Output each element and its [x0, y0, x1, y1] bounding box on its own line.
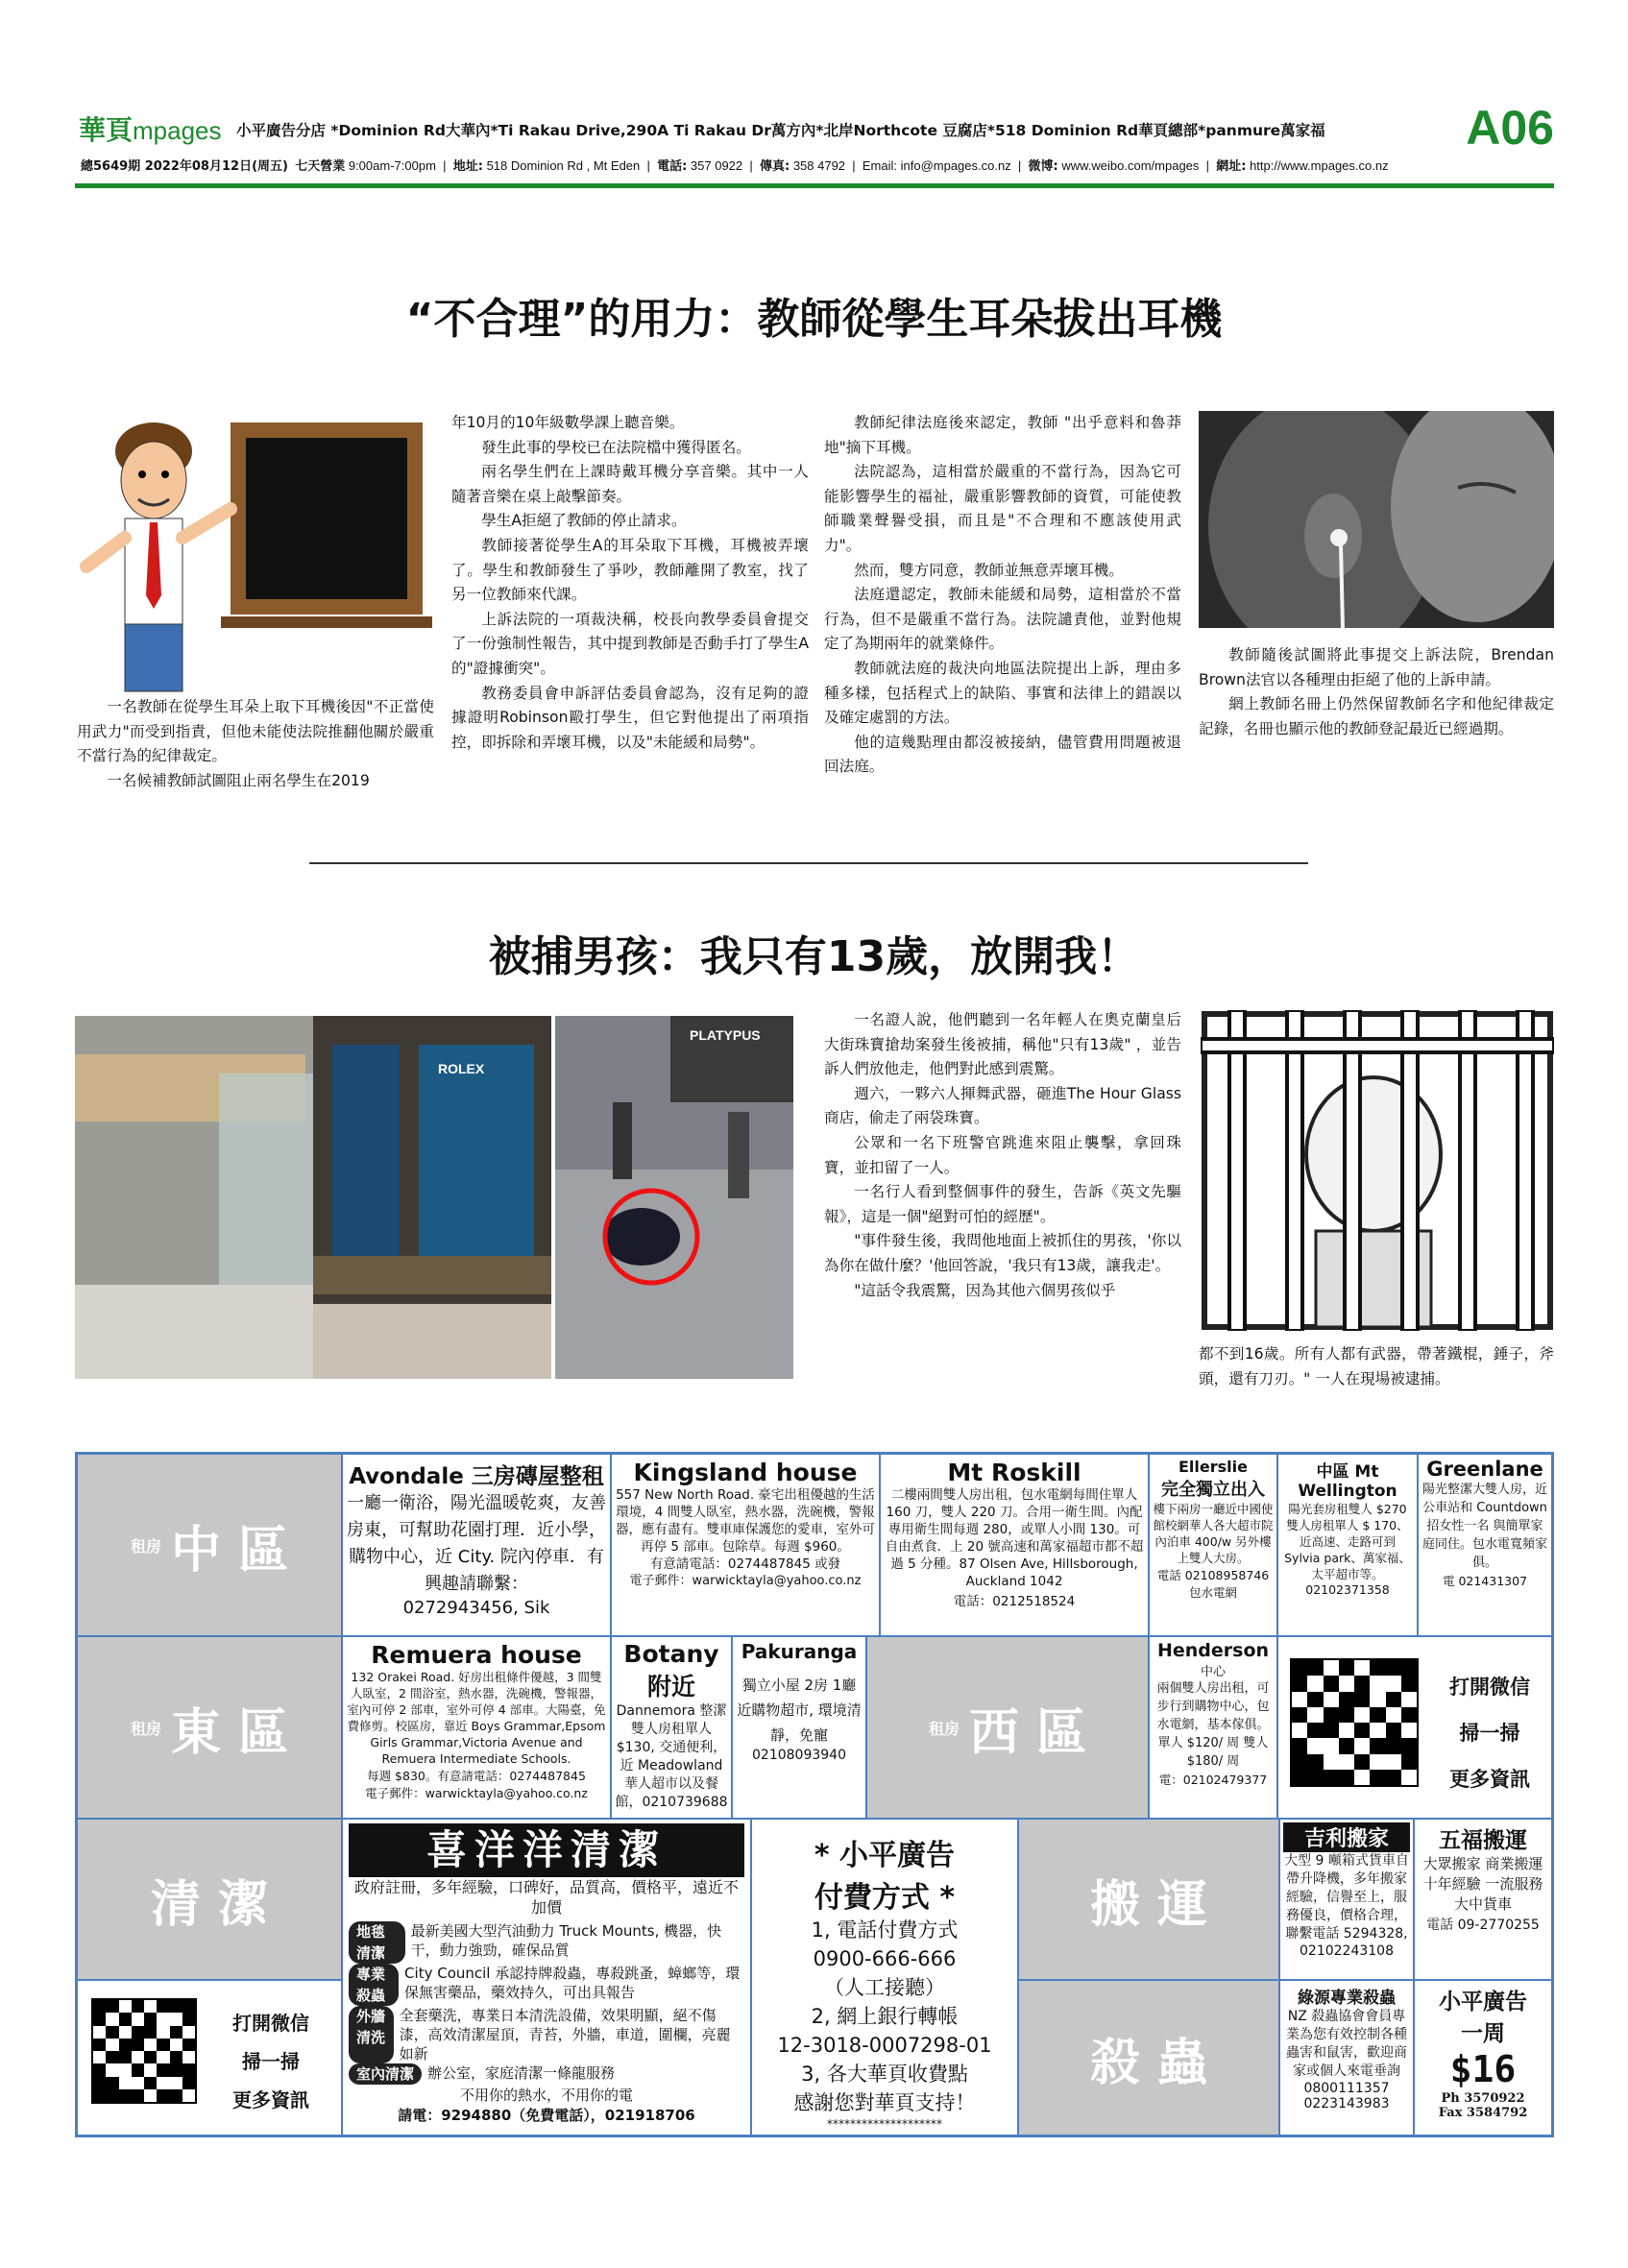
article1-col3 — [824, 411, 1181, 780]
header-rule — [75, 183, 1554, 188]
paragraph: 法院認為，這相當於嚴重的不當行為，因為它可能影響學生的福祉，嚴重影響教師的資質，可能使教師職業聲譽受損，而且是"不合理和不應該使用武力"。 — [824, 463, 1181, 554]
paragraph: 教師接著從學生A的耳朵取下耳機，耳機被弄壞了。學生和教師發生了爭吵，教師離開了教室，找了另一位教師來代課。 — [451, 536, 809, 604]
earphone-student-photo — [1199, 411, 1554, 628]
paragraph: 網上教師名冊上仍然保留教師名字和他紀律裁定記錄，名冊也顯示他的教師登記最近已經過期。 — [1199, 695, 1554, 737]
article2-headline: 被捕男孩：我只有13歲，放開我！ — [488, 932, 1140, 981]
paragraph: 教師就法庭的裁決向地區法院提出上訴，理由多種多樣，包括程式上的缺陷、事實和法律上的錯誤以及確定處罰的方法。 — [824, 659, 1181, 727]
ad-avondale: Avondale 三房磚屋整租 一廳一衛浴，陽光溫暖乾爽，友善房東，可幫助花園打理．近小學，購物中心，近 City. 院內停車．有興趣請聯繫： 0272943456, Sik — [342, 1454, 611, 1636]
ad-greenlane: Greenlane 陽光整潔大雙人房，近公車站和 Countdown 招女性一名 與簡單家庭同住。包水電寬頻家俱。 電 021431307 — [1418, 1454, 1552, 1636]
ad-mt-wellington: 中區 Mt Wellington 陽光套房租雙人 $270 雙人房租單人 $ 170、近高速、走路可到 Sylvia park、萬家福、太平超市等。 02102371358 — [1277, 1454, 1418, 1636]
ad-xiyangyang-cleaning: 喜洋洋清潔 政府註冊，多年經驗，口碑好，品質高，價格平，遠近不加價 地毯清潔 最新美國大型汽油動力 Truck Mounts, 機器，快干，動力強勁，確保品質 專業殺蟲 City Council 承認持牌殺蟲，專殺跳蚤，蟑螂等，環保無害藥品，藥效持久，可出具報告 外牆清洗 全套藥洗，專業日本清洗設備，效果明顯，絕不傷漆，高效清潔屋頂，青苔，外牆，車道，圍欄，亮麗如新 室內清潔 辦公室，家庭清潔一條龍服務 不用你的熱水，不用你的電 請電：9294880（免費電話），021918706 — [342, 1819, 751, 2135]
paragraph: 他的這幾點理由都沒被接納，儘管費用問題被退回法庭。 — [824, 733, 1181, 776]
paragraph: "事件發生後，我問他地面上被抓住的男孩，'你以為你在做什麼？'他回答說，'我只有13歲，讓我走'。 — [824, 1232, 1181, 1274]
ad-pakuranga: Pakuranga 獨立小屋 2房 1廳 近購物超市, 環境清靜，免寵 02108093940 — [732, 1636, 866, 1819]
paragraph: 教師紀律法庭後來認定，教師 "出乎意料和魯莽地"摘下耳機。 — [824, 414, 1181, 456]
ad-remuera: Remuera house 132 Orakei Road. 好房出租條件優越，3 間雙人臥室，2 間浴室，熱水器，洗碗機，警報器，室內可停 2 部車，室外可停 4 部車。大陽臺，免費修剪。校區房，靠近 Boys Grammar,Epsom Girls Grammar,Victoria Avenue and Remuera Intermediate Schools. 每週 $830。有意請電話：0274487845 電子郵件：warwicktayla@yahoo.co.nz — [342, 1636, 611, 1819]
teacher-cartoon-image — [77, 403, 442, 701]
branch-list: 小平廣告分店 *Dominion Rd大華內*Ti Rakau Drive,290A Ti Rakau Dr萬方內*北岸Northcote 豆腐店*518 Dominion Rd華頁總部*panmure萬家福 — [236, 122, 1325, 139]
article1-col2 — [451, 411, 809, 755]
pest-control-label: 殺 蟲 — [1018, 1980, 1279, 2135]
moving-label: 搬 運 — [1018, 1819, 1279, 1980]
article2-col2 — [1199, 1342, 1554, 1391]
paragraph: 法庭還認定，教師未能緩和局勢，這相當於不當行為，但不是嚴重不當行為。法院譴責他，並對他規定了為期兩年的就業條件。 — [824, 586, 1181, 653]
paragraph: 然而，雙方同意，教師並無意弄壞耳機。 — [854, 561, 1124, 579]
ad-payment-methods: * 小平廣告 付費方式 * 1, 電話付費方式 0900-666-666 （人工接聽） 2, 網上銀行轉帳 12-3018-0007298-01 3, 各大華頁收費點 感謝您對華頁支持！ ******************** — [751, 1819, 1018, 2135]
ad-ellerslie: Ellerslie 完全獨立出入 樓下兩房一廳近中國使館校網華人各大超市院內泊車 400/w 另外樓上雙人大房。 電話 02108958746 包水電網 — [1149, 1454, 1277, 1636]
paragraph: 一名候補教師試圖阻止兩名學生在2019 — [107, 771, 370, 789]
ad-kingsland: Kingsland house 557 New North Road. 豪宅出租優越的生活環境，4 間雙人臥室，熱水器，洗碗機，警報器，應有盡有。雙車庫保護您的愛車，室外可再停 5 部車。包除草。每週 $960。 有意請電話：0274487845 或發 電子郵件：warwicktayla@yahoo.co.nz — [611, 1454, 880, 1636]
mpages-logo: 華頁mpages — [79, 114, 222, 146]
zone-central-label: 租房 中 區 — [77, 1454, 342, 1636]
paragraph: 都不到16歲。所有人都有武器，帶著鐵棍，錘子，斧頭，還有刀刃。" 一人在現場被逮捕。 — [1199, 1345, 1554, 1387]
paragraph: 一名教師在從學生耳朵上取下耳機後因"不正當使用武力"而受到指責，但他未能使法院推翻他關於嚴重不當行為的紀律裁定。 — [77, 698, 434, 765]
jail-boy-cartoon — [1201, 1010, 1554, 1331]
article1-col1 — [77, 695, 434, 793]
cleaning-label: 清 潔 — [77, 1819, 342, 1980]
wechat-qr-code[interactable] — [91, 1998, 197, 2104]
paragraph: "這話令我震驚，因為其他六個男孩似乎 — [854, 1281, 1116, 1299]
wechat-qr-code[interactable] — [1290, 1658, 1419, 1787]
paragraph: 週六，一夥六人揮舞武器，砸進The Hour Glass商店，偷走了兩袋珠寶。 — [824, 1084, 1181, 1127]
zone-west-label: 租房 西 區 — [866, 1636, 1149, 1819]
paragraph: 教務委員會申訴評估委員會認為，沒有足夠的證據證明Robinson毆打學生，但它對他提出了兩項指控，即拆除和弄壞耳機，以及"未能緩和局勢"。 — [451, 684, 809, 751]
section-divider — [309, 862, 1308, 864]
paragraph: 一名行人看到整個事件的發生，告訴《英文先驅報》，這是一個"絕對可怕的經歷"。 — [824, 1183, 1181, 1225]
arrest-street-photo — [555, 1016, 793, 1379]
page-number: A06 — [1466, 101, 1554, 155]
article1-headline: “不合理”的用力：教師從學生耳朵拔出耳機 — [405, 295, 1223, 344]
ad-botany: Botany 附近 Dannemora 整潔雙人房租單人 $130, 交通便利，近 Meadowland 華人超市以及餐館，0210739688 — [611, 1636, 732, 1819]
contact-strip: 總5649期 2022年08月12日(周五) 七天營業 9:00am-7:00pm | 地址: 518 Dominion Rd , Mt Eden | 電話: 357 0922 | 傳真: 358 4792 | Email: info@mpages.co.nz | 微博: www.weibo.com/mpages | 網址: http://www.mpages.co.nz — [81, 158, 1389, 174]
paragraph: 教師隨後試圖將此事提交上訴法院，Brendan Brown法官以各種理由拒絕了他的上訴申請。 — [1199, 646, 1554, 688]
wechat-promo-top: 打開微信 掃一掃 更多資訊 — [1277, 1636, 1552, 1819]
ad-weekly-price: 小平廣告 一周 $16 Ph 3570922 Fax 3584792 — [1414, 1980, 1552, 2135]
paragraph: 年10月的10年級數學課上聽音樂。 — [451, 414, 685, 431]
paragraph: 學生A拒絕了教師的停止請求。 — [481, 512, 687, 530]
jewelry-store-photo-2 — [313, 1016, 551, 1379]
zone-east-label: 租房 東 區 — [77, 1636, 342, 1819]
wechat-promo-bottom: 打開微信 掃一掃 更多資訊 — [77, 1980, 342, 2135]
article1-col4 — [1199, 643, 1554, 741]
page-header — [75, 101, 1554, 196]
paragraph: 發生此事的學校已在法院檔中獲得匿名。 — [481, 438, 751, 456]
ad-wufu-moving: 五福搬運 大眾搬家 商業搬運 十年經驗 一流服務 大中貨車 電話 09-2770255 — [1414, 1819, 1552, 1980]
paragraph: 上訴法院的一項裁決稱，校長向教學委員會提交了一份強制性報告，其中提到教師是否動手打了學生A的"證據衝突"。 — [451, 610, 809, 677]
ad-jili-moving: 吉利搬家 大型 9 噸箱式貨車自帶升降機，多年搬家經驗，信譽至上，服務優良，價格合理，聯繫電話 5294328, 02102243108 — [1279, 1819, 1414, 1980]
rolex-sign: ROLEX — [438, 1061, 485, 1076]
ad-henderson: Henderson 中心 兩個雙人房出租，可步行到購物中心，包水電網，基本傢俱。單人 $120/ 周 雙人 $180/ 周 電：02102479377 — [1149, 1636, 1277, 1819]
paragraph: 兩名學生們在上課時戴耳機分享音樂。其中一人隨著音樂在桌上敲擊節奏。 — [451, 463, 809, 505]
ad-mt-roskill: Mt Roskill 二樓兩間雙人房出租，包水電網每間住單人 160 刀，雙人 220 刀。合用一衛生間。內配專用衛生間每週 280，或單人小間 130。可自由煮食．上 20 號高速和萬家福超市都不超過 5 分種。87 Olsen Ave, Hillsborough, Auckland 1042 電話：0212518524 — [880, 1454, 1149, 1636]
paragraph: 一名證人說，他們聽到一名年輕人在奧克蘭皇后大街珠寶搶劫案發生後被捕，稱他"只有13歲" ，並告訴人們放他走，他們對此感到震驚。 — [824, 1011, 1181, 1078]
paragraph: 公眾和一名下班警官跳進來阻止襲擊，拿回珠寶，並扣留了一人。 — [824, 1133, 1181, 1176]
classified-ads-grid — [75, 1452, 1554, 2137]
ad-lvyuan-pest: 綠源專業殺蟲 NZ 殺蟲協會會員專業為您有效控制各種蟲害和鼠害，歡迎商家或個人來電垂詢 0800111357 0223143983 — [1279, 1980, 1414, 2135]
platypus-sign: PLATYPUS — [690, 1027, 761, 1043]
article2-col1 — [824, 1008, 1181, 1303]
